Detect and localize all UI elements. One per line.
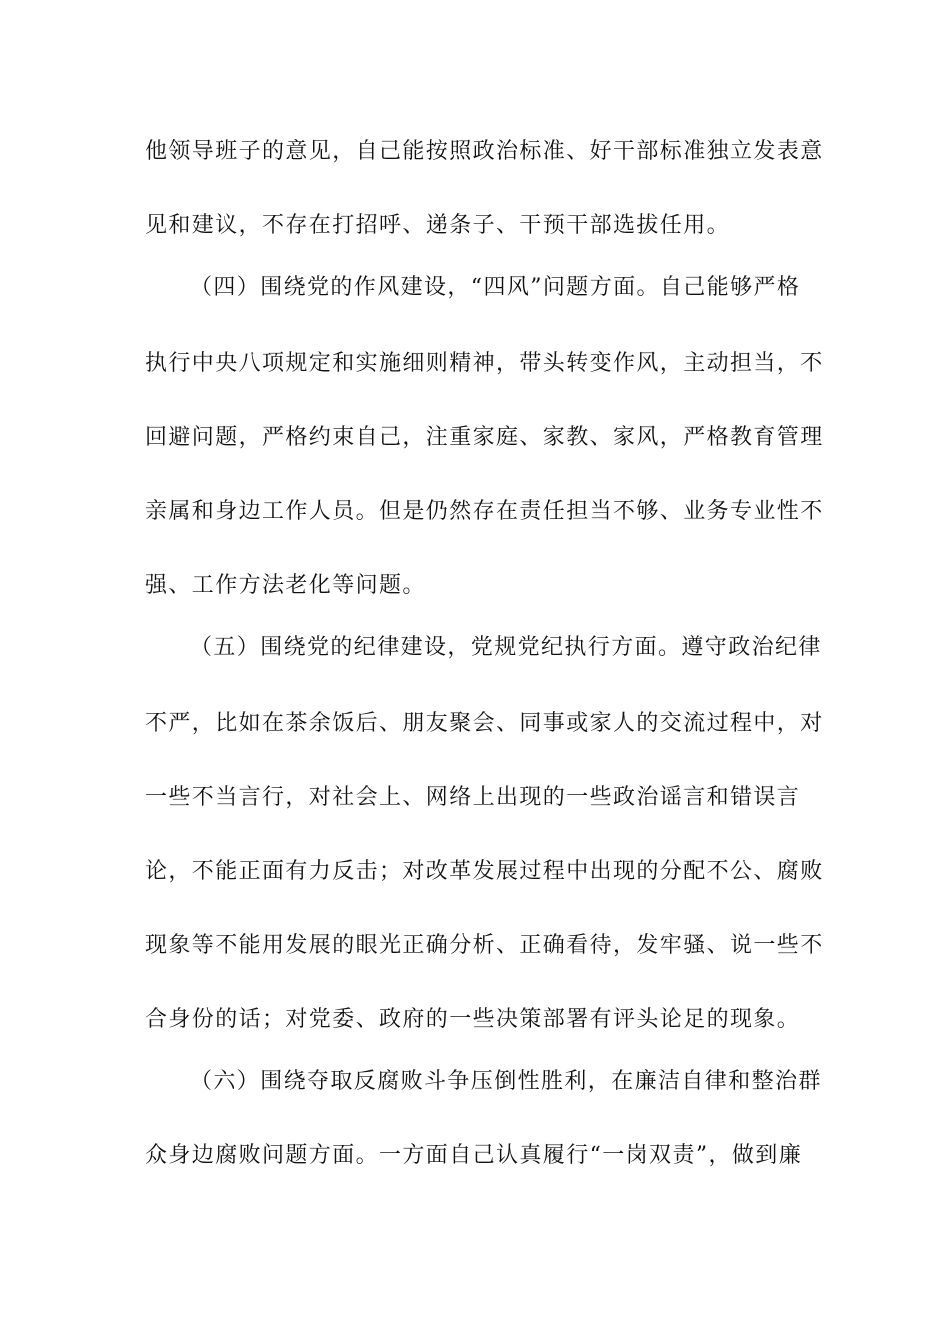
- text-line-9: 不严，比如在茶余饭后、朋友聚会、同事或家人的交流过程中，对: [145, 711, 824, 736]
- paragraph-six-heading-line: （六）围绕夺取反腐败斗争压倒性胜利，在廉洁自律和整治群: [190, 1069, 822, 1094]
- text-line-13: 合身份的话；对党委、政府的一些决策部署有评头论足的现象。: [145, 1007, 801, 1032]
- text-line-12: 现象等不能用发展的眼光正确分析、正确看待，发牢骚、说一些不: [145, 933, 824, 958]
- text-line-10: 一些不当言行，对社会上、网络上出现的一些政治谣言和错误言: [145, 785, 801, 810]
- paragraph-four-heading-line: （四）围绕党的作风建设，“四风”问题方面。自己能够严格: [190, 275, 801, 300]
- text-line-7: 强、工作方法老化等问题。: [145, 573, 426, 598]
- text-line-2: 见和建议，不存在打招呼、递条子、干预干部选拔任用。: [145, 213, 731, 238]
- text-line-11: 论，不能正面有力反击；对改革发展过程中出现的分配不公、腐败: [145, 859, 824, 884]
- text-line-1: 他领导班子的意见，自己能按照政治标准、好干部标准独立发表意: [145, 139, 824, 164]
- paragraph-five-heading-line: （五）围绕党的纪律建设，党规党纪执行方面。遵守政治纪律: [190, 635, 822, 660]
- text-line-5: 回避问题，严格约束自己，注重家庭、家教、家风，严格教育管理: [145, 425, 824, 450]
- text-line-4: 执行中央八项规定和实施细则精神，带头转变作风，主动担当，不: [145, 351, 824, 376]
- text-line-15: 众身边腐败问题方面。一方面自己认真履行“一岗双责”，做到廉: [145, 1143, 803, 1168]
- text-line-6: 亲属和身边工作人员。但是仍然存在责任担当不够、业务专业性不: [145, 499, 824, 524]
